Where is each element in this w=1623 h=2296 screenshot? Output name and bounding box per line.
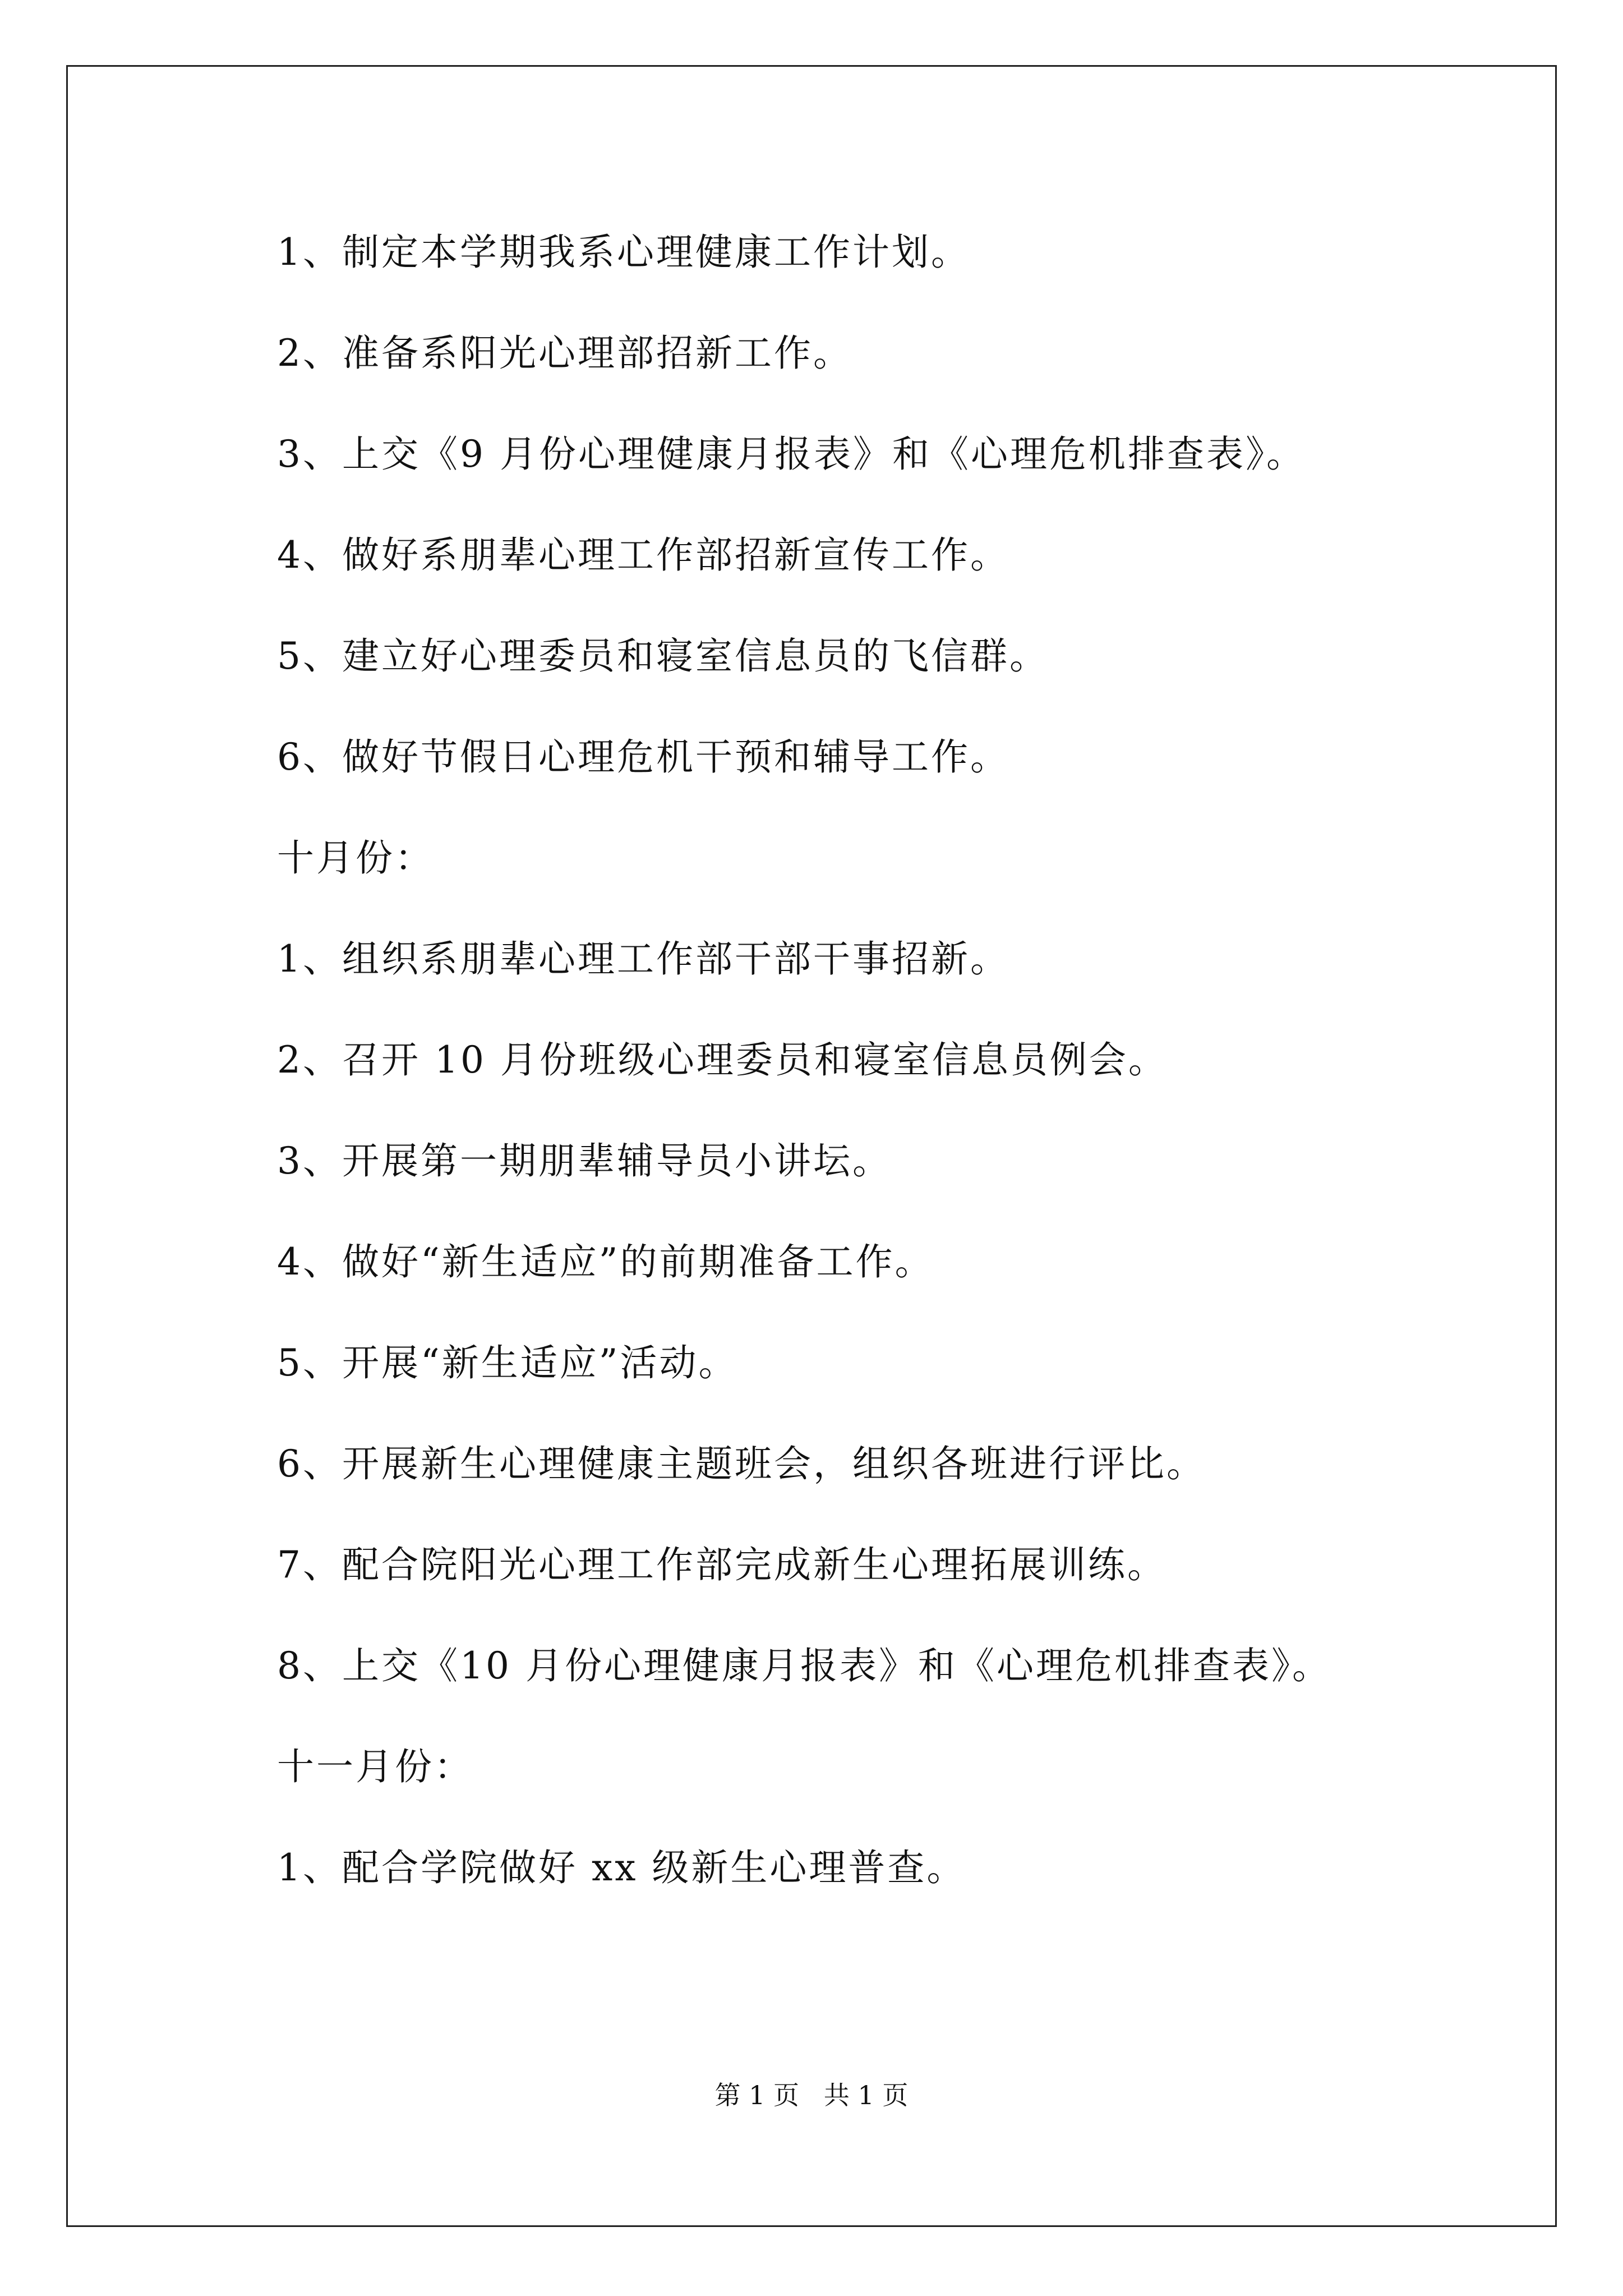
text-line: 4、做好“新生适应”的前期准备工作。 (277, 1240, 934, 1283)
section-heading: 十一月份： (277, 1745, 473, 1788)
text-line: 1、组织系朋辈心理工作部干部干事招新。 (277, 937, 1009, 981)
text-line: 5、建立好心理委员和寝室信息员的飞信群。 (277, 634, 1049, 678)
section-heading: 十月份： (277, 836, 434, 880)
document-body (277, 219, 1455, 1935)
text-line: 8、上交《10 月份心理健康月报表》和《心理危机排查表》。 (277, 1644, 1331, 1687)
text-line: 2、召开 10 月份班级心理委员和寝室信息员例会。 (277, 1038, 1168, 1082)
text-line: 5、开展“新生适应”活动。 (277, 1341, 738, 1384)
text-line: 6、做好节假日心理危机干预和辅导工作。 (277, 735, 1009, 779)
text-line: 3、开展第一期朋辈辅导员小讲坛。 (277, 1139, 892, 1182)
text-line: 3、上交《9 月份心理健康月报表》和《心理危机排查表》。 (277, 432, 1306, 476)
page-footer: 第 1 页 共 1 页 (714, 2080, 909, 2110)
text-line: 6、开展新生心理健康主题班会，组织各班进行评比。 (277, 1442, 1206, 1485)
text-line: 1、配合学院做好 xx 级新生心理普查。 (277, 1846, 966, 1889)
text-line: 7、配合院阳光心理工作部完成新生心理拓展训练。 (277, 1543, 1166, 1586)
text-line: 2、准备系阳光心理部招新工作。 (277, 332, 852, 375)
text-line: 4、做好系朋辈心理工作部招新宣传工作。 (277, 533, 1009, 577)
text-line: 1、制定本学期我系心理健康工作计划。 (277, 231, 970, 274)
